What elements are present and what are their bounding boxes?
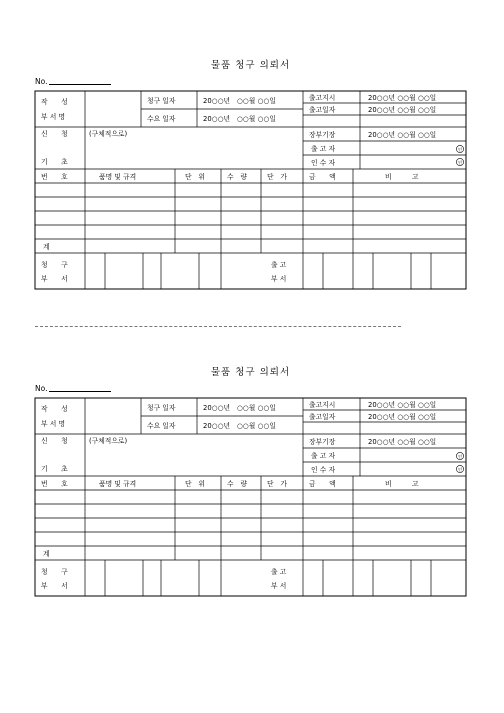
- form-number: [35, 384, 111, 393]
- request-date-label: 청구 일자: [147, 404, 176, 412]
- total-label: 계: [43, 550, 50, 558]
- ledger-label: 장부기장: [309, 131, 336, 139]
- seal-mark: 인: [457, 147, 463, 152]
- ledger-value: 20○○년 ○○월 ○○일: [368, 438, 437, 446]
- request-date-label: 청구 일자: [147, 97, 176, 105]
- ledger-value: 20○○년 ○○월 ○○일: [368, 131, 437, 139]
- out-date-label: 출고일자: [309, 106, 336, 114]
- col-number: 번 호: [41, 480, 68, 488]
- out-dept-label-2: 부 서: [271, 582, 287, 590]
- issuer-label: 출 고 자: [311, 452, 336, 460]
- request-dept-label-1: 청 구: [41, 568, 68, 576]
- apply-note: (구체적으로): [89, 437, 128, 445]
- form-number-field[interactable]: [49, 384, 111, 392]
- col-amount: 금 액: [309, 480, 336, 488]
- form-number-label: No.: [35, 77, 48, 86]
- col-unit-price: 단 가: [267, 173, 287, 181]
- seal-mark: 인: [457, 467, 463, 472]
- ledger-label: 장부기장: [309, 438, 336, 446]
- author-label: 작 성: [41, 98, 68, 106]
- col-unit: 단 위: [185, 173, 205, 181]
- seal-mark: 인: [457, 454, 463, 459]
- request-date-value: 20○○년 ○○월 ○○일: [203, 97, 276, 105]
- out-instruction-value: 20○○년 ○○월 ○○일: [368, 401, 437, 409]
- seal-icon: [456, 452, 463, 459]
- request-dept-label-2: 부 서: [41, 275, 68, 283]
- apply-label: 신 청: [41, 130, 68, 138]
- dept-name-label: 부 서 명: [41, 113, 66, 121]
- demand-date-label: 수요 일자: [147, 115, 176, 123]
- col-item: 품명 및 규격: [99, 173, 137, 181]
- col-unit: 단 위: [185, 480, 205, 488]
- apply-label: 신 청: [41, 437, 68, 445]
- col-number: 번 호: [41, 173, 68, 181]
- demand-date-label: 수요 일자: [147, 422, 176, 430]
- dept-name-label: 부 서 명: [41, 420, 66, 428]
- basis-label: 기 초: [41, 465, 68, 473]
- out-date-value: 20○○년 ○○월 ○○일: [368, 106, 437, 114]
- apply-note: (구체적으로): [89, 130, 128, 138]
- out-dept-label-1: 출 고: [271, 261, 287, 269]
- out-instruction-label: 출고지시: [309, 94, 336, 102]
- seal-icon: [456, 465, 463, 472]
- col-quantity: 수 량: [227, 173, 247, 181]
- receiver-label: 인 수 자: [311, 466, 336, 474]
- request-dept-label-2: 부 서: [41, 582, 68, 590]
- out-instruction-label: 출고지시: [309, 401, 336, 409]
- form-title: 물품 청구 의뢰서: [210, 367, 291, 378]
- col-remark: 비 고: [385, 173, 419, 181]
- out-instruction-value: 20○○년 ○○월 ○○일: [368, 94, 437, 102]
- seal-mark: 인: [457, 160, 463, 165]
- col-item: 품명 및 규격: [99, 480, 137, 488]
- out-date-value: 20○○년 ○○월 ○○일: [368, 413, 437, 421]
- seal-icon: [456, 158, 463, 165]
- form-table: [35, 398, 466, 598]
- total-label: 계: [43, 243, 50, 251]
- receiver-label: 인 수 자: [311, 159, 336, 167]
- form-number-field[interactable]: [49, 77, 111, 85]
- col-unit-price: 단 가: [267, 480, 287, 488]
- basis-label: 기 초: [41, 158, 68, 166]
- out-dept-label-2: 부 서: [271, 275, 287, 283]
- demand-date-value: 20○○년 ○○월 ○○일: [203, 422, 276, 430]
- form-number-label: No.: [35, 384, 48, 393]
- col-remark: 비 고: [385, 480, 419, 488]
- cut-line: [35, 326, 401, 327]
- issuer-label: 출 고 자: [311, 145, 336, 153]
- request-date-value: 20○○년 ○○월 ○○일: [203, 404, 276, 412]
- form-number: [35, 77, 111, 86]
- col-quantity: 수 량: [227, 480, 247, 488]
- demand-date-value: 20○○년 ○○월 ○○일: [203, 115, 276, 123]
- out-date-label: 출고일자: [309, 413, 336, 421]
- out-dept-label-1: 출 고: [271, 568, 287, 576]
- seal-icon: [456, 145, 463, 152]
- author-label: 작 성: [41, 405, 68, 413]
- form-table: [35, 91, 466, 291]
- col-amount: 금 액: [309, 173, 336, 181]
- request-dept-label-1: 청 구: [41, 261, 68, 269]
- form-title: 물품 청구 의뢰서: [210, 60, 291, 71]
